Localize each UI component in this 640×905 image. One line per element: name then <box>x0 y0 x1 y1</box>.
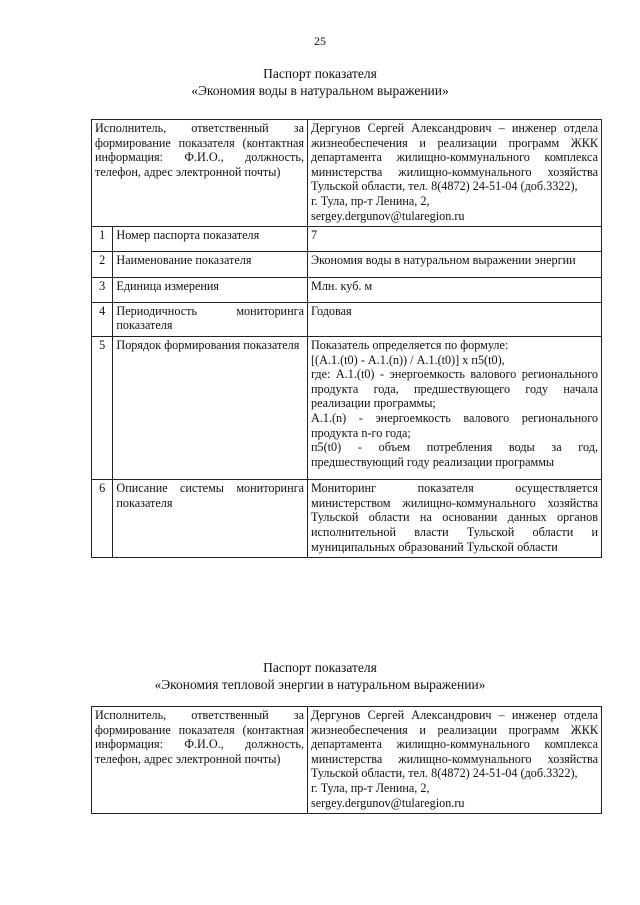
row-number: 1 <box>92 227 113 252</box>
table-row <box>92 480 602 558</box>
row-value: 7 <box>308 227 602 252</box>
row-label: Порядок формирования показателя <box>113 336 308 479</box>
row-number: 6 <box>92 480 113 558</box>
executor-email: sergey.dergunov@tularegion.ru <box>311 208 465 223</box>
executor-text: Дергунов Сергей Александрович – инженер отдела жизнеобеспечения и реализации программ ЖКК департамента жилищно-коммунального комплекса министерства жилищно-коммунального хозяйства Тульской области, тел. 8(4872) 24-51-04 (доб.3322), <box>311 121 598 194</box>
executor-text: Дергунов Сергей Александрович – инженер отдела жизнеобеспечения и реализации программ ЖКК департамента жилищно-коммунального комплекса министерства жилищно-коммунального хозяйства Тульской области, тел. 8(4872) 24-51-04 (доб.3322), <box>311 708 598 781</box>
row-value: Млн. куб. м <box>308 277 602 302</box>
table-row <box>92 277 602 302</box>
executor-label: Исполнитель, ответственный за формирование показателя (контактная информация: Ф.И.О., должность, телефон, адрес электронной почты) <box>92 120 308 227</box>
executor-value <box>308 707 602 814</box>
executor-address: г. Тула, пр-т Ленина, 2, <box>311 780 430 795</box>
passport1-title: Паспорт показателя <box>263 66 377 81</box>
row-number: 4 <box>92 302 113 336</box>
row-value: Мониторинг показателя осуществляется министерством жилищно-коммунального хозяйства Тульской области на основании данных органов исполнительной власти Тульской области и муниципальных образований Тульской области <box>308 480 602 558</box>
row-label: Наименование показателя <box>113 252 308 278</box>
formula-def-1: где: А.1.(t0) - энергоемкость валового регионального продукта года, предшествующего году начала реализации программы; <box>311 367 598 411</box>
executor-address: г. Тула, пр-т Ленина, 2, <box>311 193 430 208</box>
formula: [(А.1.(t0) - А.1.(n)) / А.1.(t0)] x п5(t0), <box>311 352 505 367</box>
row-label: Периодичность мониторинга показателя <box>113 302 308 336</box>
passport1-subtitle: «Экономия воды в натуральном выражении» <box>191 83 449 98</box>
formula-def-3: п5(t0) - объем потребления воды за год, предшествующий году реализации программы <box>311 440 598 469</box>
row-label: Номер паспорта показателя <box>113 227 308 252</box>
table-row <box>92 252 602 278</box>
executor-value <box>308 120 602 227</box>
passport2-table <box>91 706 602 814</box>
executor-email: sergey.dergunov@tularegion.ru <box>311 795 465 810</box>
passport2-subtitle: «Экономия тепловой энергии в натуральном выражении» <box>154 677 486 692</box>
table-row <box>92 227 602 252</box>
row-label: Единица измерения <box>113 277 308 302</box>
row-number: 5 <box>92 336 113 479</box>
row-value: Годовая <box>308 302 602 336</box>
row-number: 3 <box>92 277 113 302</box>
row-number: 2 <box>92 252 113 278</box>
executor-row <box>92 707 602 814</box>
formula-def-2: А.1.(n) - энергоемкость валового регионального продукта n-го года; <box>311 410 598 440</box>
row-value: Экономия воды в натуральном выражении энергии <box>308 252 602 278</box>
formula-intro: Показатель определяется по формуле: <box>311 337 509 352</box>
passport2-title: Паспорт показателя <box>263 660 377 675</box>
page-number: 25 <box>314 34 326 48</box>
executor-row <box>92 120 602 227</box>
row-label: Описание системы мониторинга показателя <box>113 480 308 558</box>
passport1-table <box>91 119 602 558</box>
executor-label: Исполнитель, ответственный за формирование показателя (контактная информация: Ф.И.О., должность, телефон, адрес электронной почты) <box>92 707 308 814</box>
table-row <box>92 302 602 336</box>
table-row <box>92 336 602 479</box>
formula-cell <box>308 336 602 479</box>
